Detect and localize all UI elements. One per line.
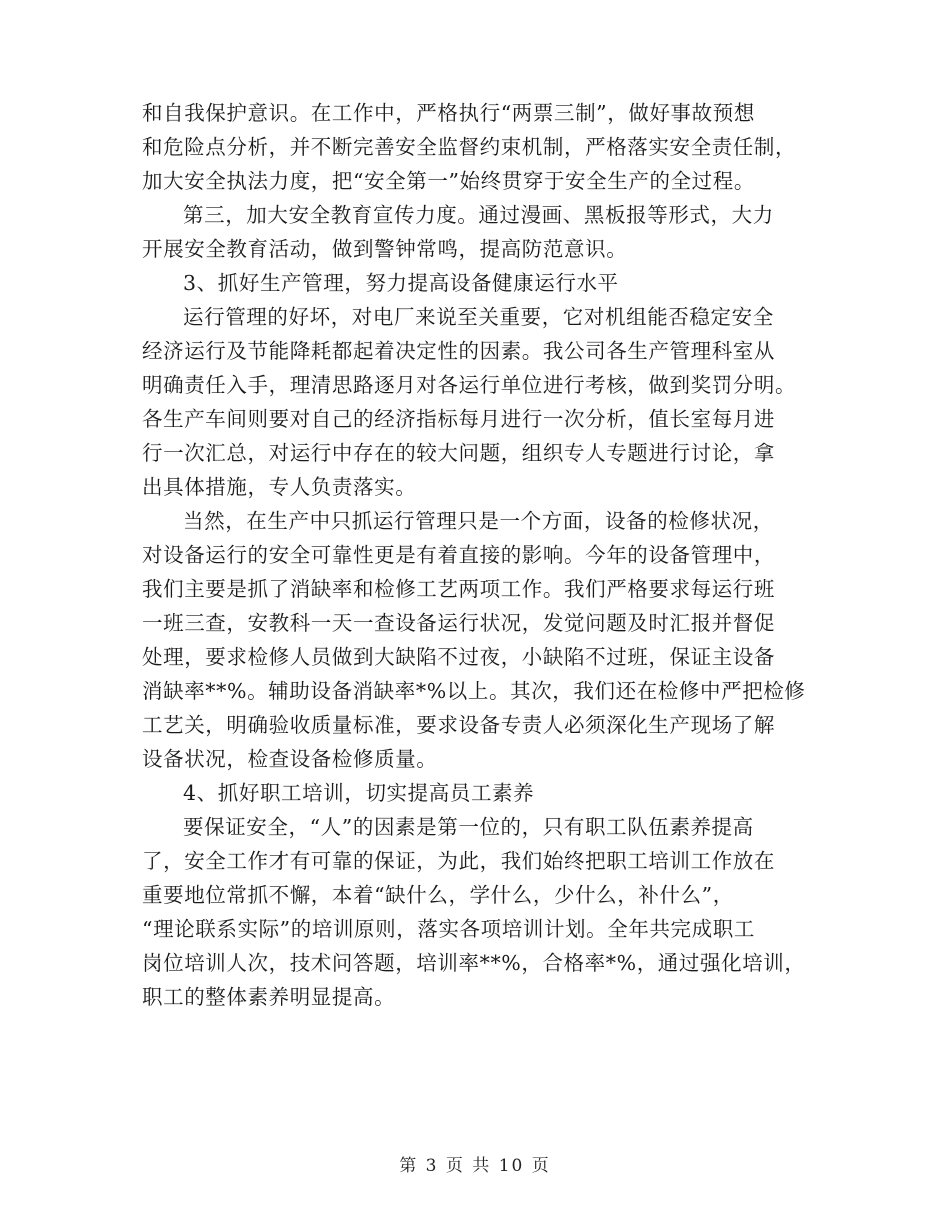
text-line: “理论联系实际”的培训原则，落实各项培训计划。全年共完成职工 xyxy=(142,917,755,941)
text-line: 对设备运行的安全可靠性更是有着直接的影响。今年的设备管理中， xyxy=(142,543,775,567)
text-line: 工艺关，明确验收质量标准，要求设备专责人必须深化生产现场了解 xyxy=(142,713,775,737)
text-line: 出具体措施，专人负责落实。 xyxy=(142,475,417,499)
text-line: 明确责任入手，理清思路逐月对各运行单位进行考核，做到奖罚分明。 xyxy=(142,373,797,397)
paragraph-start-line: 第三，加大安全教育宣传力度。通过漫画、黑板报等形式，大力 xyxy=(183,203,774,227)
text-line: 职工的整体素养明显提高。 xyxy=(142,985,396,1009)
text-line: 了，安全工作才有可靠的保证，为此，我们始终把职工培训工作放在 xyxy=(142,849,775,873)
page-number-footer: 第 3 页 共 10 页 xyxy=(399,1156,551,1176)
text-line: 一班三查，安教科一天一查设备运行状况，发觉问题及时汇报并督促 xyxy=(142,611,775,635)
paragraph-start-line: 运行管理的好坏，对电厂来说至关重要，它对机组能否稳定安全 xyxy=(183,305,774,329)
text-line: 重要地位常抓不懈，本着“缺什么，学什么，少什么，补什么”， xyxy=(142,883,734,907)
text-line: 和危险点分析，并不断完善安全监督约束机制，严格落实安全责任制， xyxy=(142,135,797,159)
text-line: 我们主要是抓了消缺率和检修工艺两项工作。我们严格要求每运行班 xyxy=(142,577,775,601)
section-heading-3: 3、抓好生产管理，努力提高设备健康运行水平 xyxy=(183,271,619,295)
paragraph-start-line: 要保证安全，“人”的因素是第一位的，只有职工队伍素养提高 xyxy=(183,815,754,839)
text-line: 加大安全执法力度，把“安全第一”始终贯穿于安全生产的全过程。 xyxy=(142,169,755,193)
text-line: 和自我保护意识。在工作中，严格执行“两票三制”，做好事故预想 xyxy=(142,101,755,125)
text-line: 处理，要求检修人员做到大缺陷不过夜，小缺陷不过班，保证主设备 xyxy=(142,645,775,669)
document-body xyxy=(142,96,812,1014)
text-line: 行一次汇总，对运行中存在的较大问题，组织专人专题进行讨论，拿 xyxy=(142,441,775,465)
section-heading-4: 4、抓好职工培训，切实提高员工素养 xyxy=(183,781,535,805)
text-line: 开展安全教育活动，做到警钟常鸣，提高防范意识。 xyxy=(142,237,628,261)
text-line: 岗位培训人次，技术问答题，培训率**%，合格率*%，通过强化培训， xyxy=(142,951,806,975)
text-line: 经济运行及节能降耗都起着决定性的因素。我公司各生产管理科室从 xyxy=(142,339,775,363)
text-line: 各生产车间则要对自己的经济指标每月进行一次分析，值长室每月进 xyxy=(142,407,775,431)
paragraph-start-line: 当然，在生产中只抓运行管理只是一个方面，设备的检修状况， xyxy=(183,509,774,533)
text-line: 消缺率**%。辅助设备消缺率*%以上。其次，我们还在检修中严把检修 xyxy=(142,679,806,703)
text-line: 设备状况，检查设备检修质量。 xyxy=(142,747,438,771)
